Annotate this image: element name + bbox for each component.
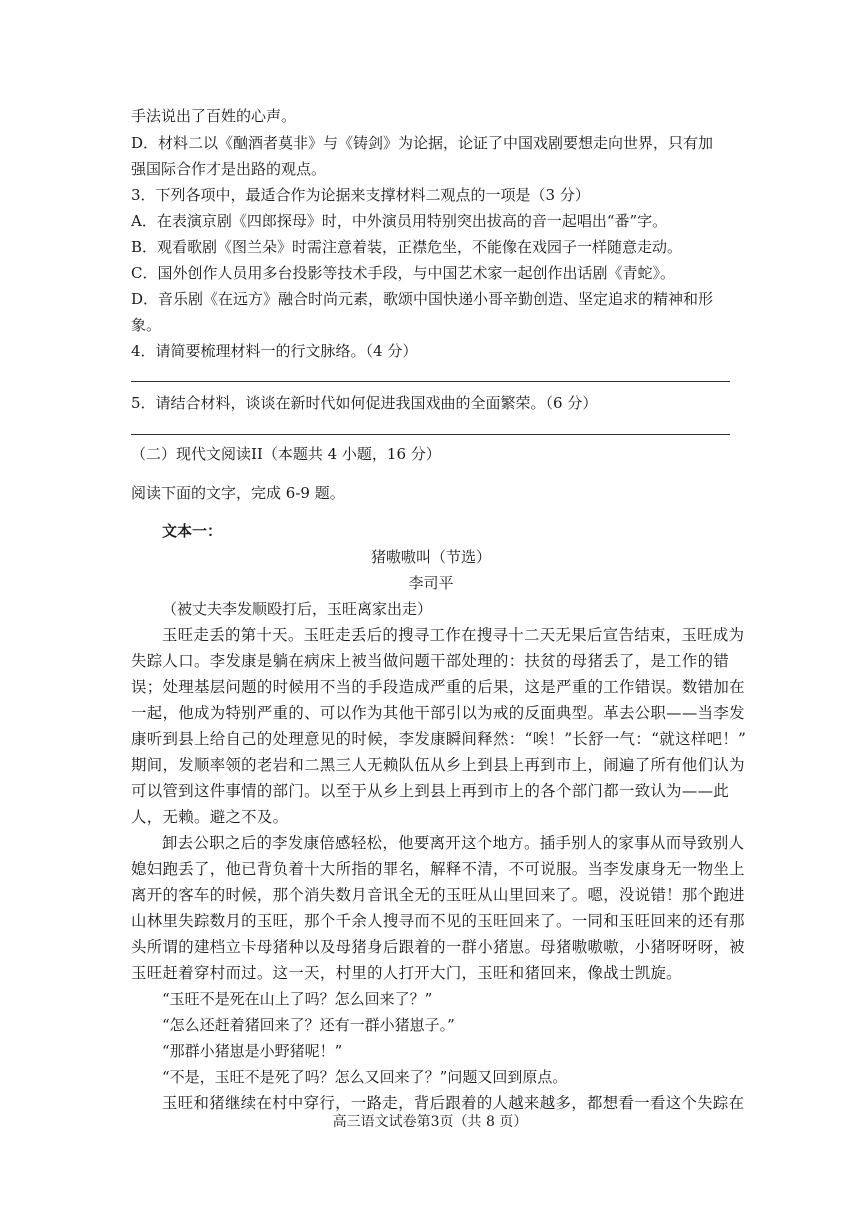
paragraph-line: 卸去公职之后的李发康倍感轻松，他要离开这个地方。插手别人的家事从而导致别人 xyxy=(162,834,745,852)
question-5: 5．请结合材料，谈谈在新时代如何促进我国戏曲的全面繁荣。（6 分） xyxy=(131,394,598,412)
option-a: A．在表演京剧《四郎探母》时，中外演员用特别突出拔高的音一起唱出“番”字。 xyxy=(131,212,668,230)
paragraph-line: 可以管到这件事情的部门。以至于从乡上到县上再到市上的各个部门都一致认为——此 xyxy=(131,782,730,800)
question-3: 3．下列各项中，最适合作为论据来支撑材料二观点的一项是（3 分） xyxy=(131,186,590,204)
paragraph-line: 人，无赖。避之不及。 xyxy=(131,808,289,826)
paragraph-line: 玉旺走丢的第十天。玉旺走丢后的搜寻工作在搜寻十二天无果后宣告结束，玉旺成为 xyxy=(162,626,745,644)
answer-line-q4[interactable] xyxy=(131,381,730,382)
paragraph-line: 一起，他成为特别严重的、可以作为其他干部引以为戒的反面典型。革去公职——当李发 xyxy=(131,704,745,722)
paragraph-line: 期间，发顺率领的老岩和二黑三人无赖队伍从乡上到县上再到市上，闹遍了所有他们认为 xyxy=(131,756,745,774)
dialogue-line: “怎么还赶着猪回来了？还有一群小猪崽子。” xyxy=(162,1016,455,1034)
paragraph-line: 离开的客车的时候，那个消失数月音讯全无的玉旺从山里回来了。嗯，没说错！那个跑进 xyxy=(131,886,745,904)
answer-line-q5[interactable] xyxy=(131,434,730,435)
dialogue-line: “不是，玉旺不是死了吗？怎么又回来了？”问题又回到原点。 xyxy=(162,1068,568,1086)
option-d-line1: D．材料二以《酗酒者莫非》与《铸剑》为论据，论证了中国戏剧要想走向世界，只有加 xyxy=(131,134,714,152)
story-note: （被丈夫李发顺殴打后，玉旺离家出走） xyxy=(162,600,433,618)
option-d-line2: 象。 xyxy=(131,316,162,334)
paragraph-line: 头所谓的建档立卡母猪种以及母猪身后跟着的一群小猪崽。母猪嗷嗷嗷，小猪呀呀呀，被 xyxy=(131,938,745,956)
story-author: 李司平 xyxy=(408,574,454,592)
dialogue-line: “玉旺不是死在山上了吗？怎么回来了？” xyxy=(162,990,433,1008)
page-footer: 高三语文试卷第3页（共 8 页） xyxy=(332,1114,528,1130)
paragraph-line: 山林里失踪数月的玉旺，那个千余人搜寻而不见的玉旺回来了。一同和玉旺回来的还有那 xyxy=(131,912,745,930)
option-d-line2: 强国际合作才是出路的观点。 xyxy=(131,160,327,178)
paragraph-line: 失踪人口。李发康是躺在病床上被当做问题干部处理的：扶贫的母猪丢了，是工作的错 xyxy=(131,652,730,670)
story-title: 猪嗷嗷叫（节选） xyxy=(370,548,491,566)
section-heading: （二）现代文阅读II（本题共 4 小题，16 分） xyxy=(131,445,441,463)
paragraph-line: 误；处理基层问题的时候用不当的手段造成严重的后果，这是严重的工作错误。数错加在 xyxy=(131,678,745,696)
paragraph-line: 康听到县上给自己的处理意见的时候，李发康瞬间释然：“唉！”长舒一气：“就这样吧！” xyxy=(131,730,747,748)
question-4: 4．请简要梳理材料一的行文脉络。（4 分） xyxy=(131,342,418,360)
paragraph-line: 玉旺赶着穿村而过。这一天，村里的人打开大门，玉旺和猪回来，像战士凯旋。 xyxy=(131,964,682,982)
dialogue-line: “那群小猪崽是小野猪呢！” xyxy=(162,1042,343,1060)
paragraph-line: 媳妇跑丢了，他已背负着十大所指的罪名，解释不清，不可说服。当李发康身无一物坐上 xyxy=(131,860,745,878)
text-line: 手法说出了百姓的心声。 xyxy=(131,107,297,125)
option-c: C．国外创作人员用多台投影等技术手段，与中国艺术家一起创作出话剧《青蛇》。 xyxy=(131,264,675,282)
paragraph-line: 玉旺和猪继续在村中穿行，一路走，背后跟着的人越来越多，都想看一看这个失踪在 xyxy=(162,1094,745,1112)
option-d-line1: D．音乐剧《在远方》融合时尚元素，歌颂中国快递小哥辛勤创造、坚定追求的精神和形 xyxy=(131,290,714,308)
text-label: 文本一： xyxy=(162,522,223,540)
reading-instruction: 阅读下面的文字，完成 6-9 题。 xyxy=(131,484,345,502)
option-b: B．观看歌剧《图兰朵》时需注意着装，正襟危坐，不能像在戏园子一样随意走动。 xyxy=(131,238,683,256)
